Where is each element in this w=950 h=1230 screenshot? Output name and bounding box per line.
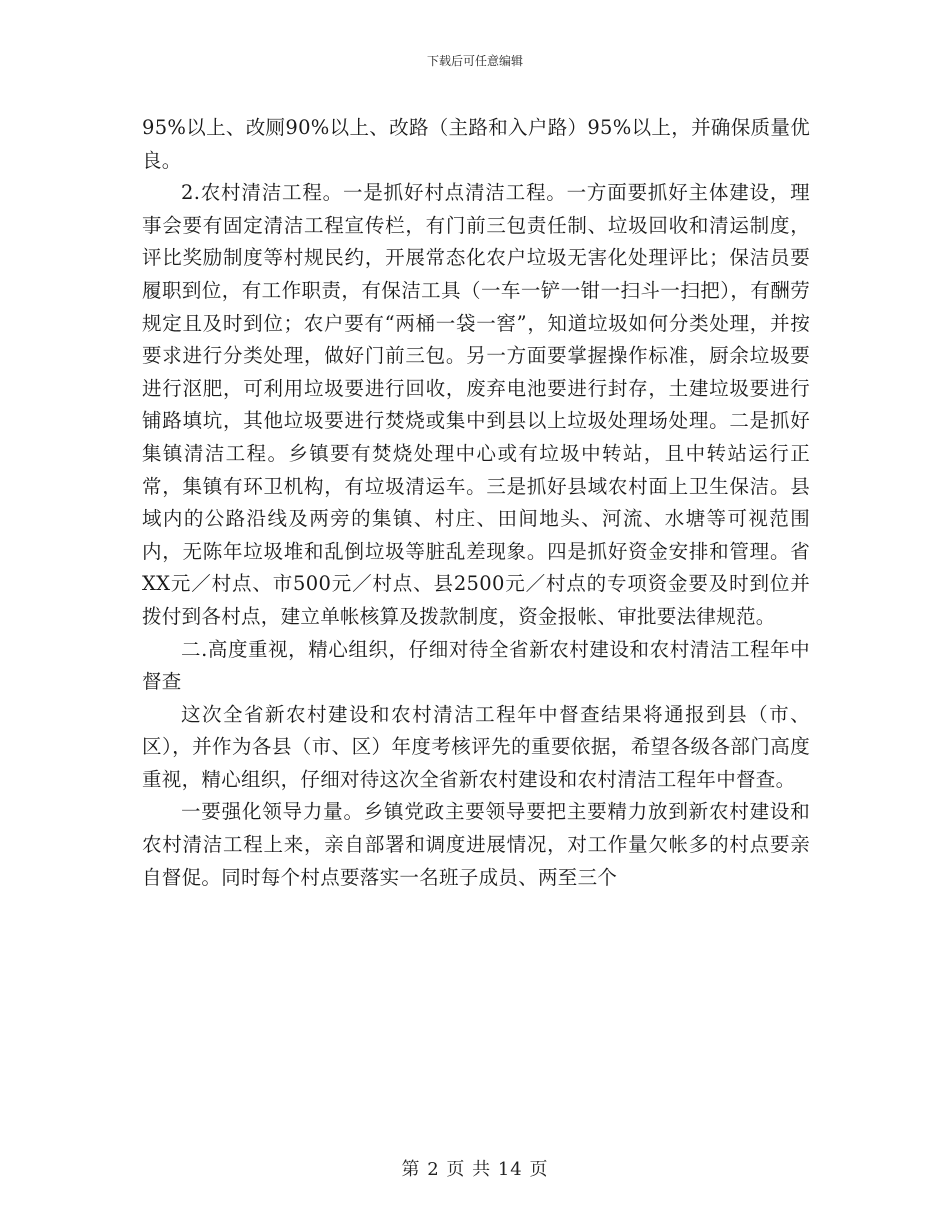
section-heading: 二.高度重视，精心组织，仔细对待全省新农村建设和农村清洁工程年中督查 xyxy=(142,637,810,694)
page-header-note: 下载后可任意编辑 xyxy=(426,54,523,68)
paragraph: 2.农村清洁工程。一是抓好村点清洁工程。一方面要抓好主体建设，理事会要有固定清洁工程宣传栏，有门前三包责任制、垃圾回收和清运制度，评比奖励制度等村规民约，开展常态化农户垃圾无害化处理评比；保洁员要履职到位，有工作职责，有保洁工具（一车一铲一钳一扫斗一扫把），有酬劳规定且及时到位；农户要有“两桶一袋一窖”，知道垃圾如何分类处理，并按要求进行分类处理，做好门前三包。另一方面要掌握操作标准，厨余垃圾要进行沤肥，可利用垃圾要进行回收，废弃电池要进行封存，土建垃圾要进行铺路填坑，其他垃圾要进行焚烧或集中到县以上垃圾处理场处理。二是抓好集镇清洁工程。乡镇要有焚烧处理中心或有垃圾中转站，且中转站运行正常，集镇有环卫机构，有垃圾清运车。三是抓好县域农村面上卫生保洁。县域内的公路沿线及两旁的集镇、村庄、田间地头、河流、水塘等可视范围内，无陈年垃圾堆和乱倒垃圾等脏乱差现象。四是抓好资金安排和管理。省XX元／村点、市500元／村点、县2500元／村点的专项资金要及时到位并拨付到各村点，建立单帐核算及拨款制度，资金报帐、审批要法律规范。 xyxy=(142,181,810,628)
paragraph: 这次全省新农村建设和农村清洁工程年中督查结果将通报到县（市、区），并作为各县（市、区）年度考核评先的重要依据，希望各级各部门高度重视，精心组织，仔细对待这次全省新农村建设和农村清洁工程年中督查。 xyxy=(142,702,810,791)
paragraph: 一要强化领导力量。乡镇党政主要领导要把主要精力放到新农村建设和农村清洁工程上来，亲自部署和调度进展情况，对工作量欠帐多的村点要亲自督促。同时每个村点要落实一名班子成员、两至三个 xyxy=(142,800,810,889)
document-body xyxy=(142,112,810,894)
paragraph: 95%以上、改厕90%以上、改路（主路和入户路）95%以上，并确保质量优良。 xyxy=(142,116,810,172)
page-number: 第 2 页 共 14 页 xyxy=(401,1159,549,1180)
